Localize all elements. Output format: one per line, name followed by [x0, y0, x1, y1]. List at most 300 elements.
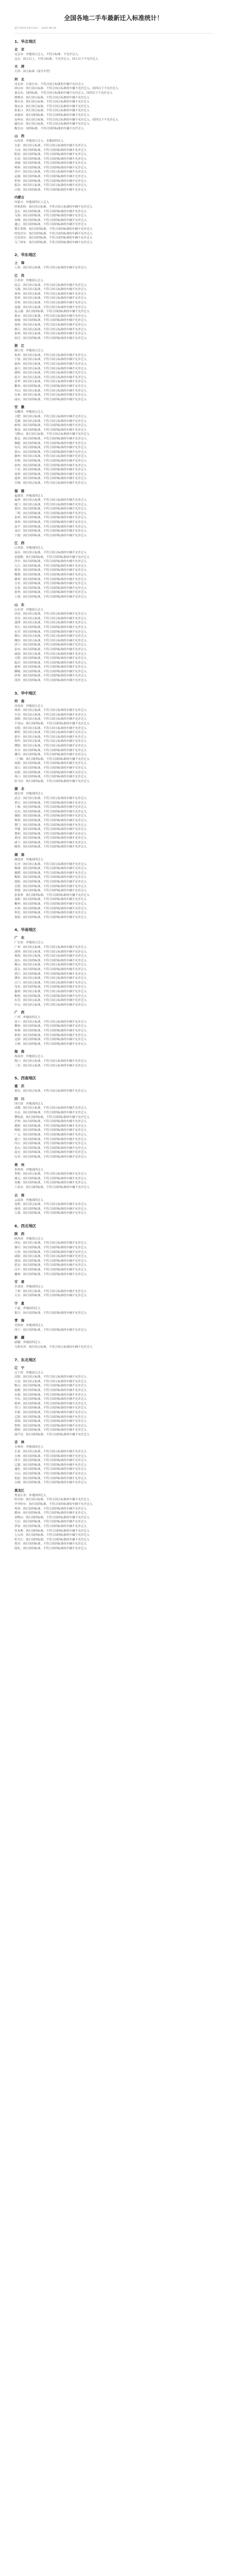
policy-line: 哈尔滨：执行国五标准，不符合国五标准的车辆不允许迁入: [14, 1498, 90, 1502]
region-heading: 广 西: [14, 1010, 25, 1015]
policy-line: 成都：执行国五标准，不符合国五标准的车辆不允许迁入: [14, 1107, 87, 1110]
policy-line: 荆州：执行国四标准，不符合国四标准的车辆不允许迁入: [14, 832, 87, 836]
policy-line: 长春：执行国五标准，不符合国五标准的车辆不允许迁入: [14, 1450, 87, 1454]
policy-line: 芜湖：执行国五标准，不符合国五标准的车辆不允许迁入: [14, 419, 87, 423]
region-heading: 陕 西: [14, 1231, 25, 1236]
policy-line: 曲靖：执行国四标准，不符合国四标准的车辆不允许迁入: [14, 1207, 87, 1211]
policy-line: 吕梁：执行国四标准，不符合国四标准的车辆不允许迁入: [14, 188, 87, 192]
section-gap: [14, 1350, 213, 1352]
policy-line: 青岛：执行国五标准，不符合国五标准的车辆不允许迁入: [14, 617, 87, 620]
policy-line: 白山：执行国四标准，不符合国四标准的车辆不允许迁入: [14, 1472, 87, 1476]
policy-line: 汉中：执行国四标准，不符合国四标准的车辆不允许迁入: [14, 1268, 87, 1272]
policy-line: 北京：国五以上，不符合标准，不允许迁入，国五以下不允许迁入: [14, 57, 99, 61]
policy-line: 平顶山：执行国四标准，不符合国四标准的车辆不允许迁入: [14, 722, 90, 726]
region-heading: 安 徽: [14, 405, 25, 410]
region-heading: 江 西: [14, 541, 25, 546]
policy-line: 甘肃省：外地国四迁入: [14, 1285, 43, 1289]
policy-line: 烟台：执行国五标准，不符合国五标准的车辆不允许迁入: [14, 635, 87, 638]
section-gap: [14, 683, 213, 685]
policy-line: 衢州：执行国四标准，不符合国四标准的车辆不允许迁入: [14, 385, 87, 388]
policy-line: 北京市：外地国五迁入，不符合标准。不允许迁入。: [14, 53, 81, 56]
policy-line: 荆门：执行国四标准，不符合国四标准的车辆不允许迁入: [14, 823, 87, 827]
policy-line: 聊城：执行国四标准，不符合国四标准的车辆不允许迁入: [14, 670, 87, 673]
policy-line: 延安：执行国四标准，不符合国四标准的车辆不允许迁入: [14, 1264, 87, 1267]
policy-line: 宿迁：执行国四标准，不符合国四标准的车辆不允许迁入: [14, 336, 87, 340]
policy-line: 太原：执行国五标准，不符合国五标准的车辆不允许迁入: [14, 144, 87, 147]
policy-line: 阜新：执行国四标准，不符合国四标准的车辆不允许迁入: [14, 1411, 87, 1414]
policy-line: 张家口：执行国五标准，不符合国五标准的车辆不允许迁入: [14, 109, 90, 113]
policy-line: 随州：执行国四标准，不符合国四标准的车辆不允许迁入: [14, 845, 87, 849]
policy-line: 合肥：执行国五标准，不符合国五标准的车辆不允许迁入: [14, 415, 87, 418]
policy-line: 佛山：执行国五标准，不符合国五标准的车辆不允许迁入: [14, 963, 87, 967]
policy-line: 岳阳：执行国四标准，不符合国四标准的车辆不允许迁入: [14, 885, 87, 888]
policy-line: 怀化：执行国四标准，不符合国四标准的车辆不允许迁入: [14, 911, 87, 915]
policy-line: 新疆：外地国四迁入: [14, 1341, 41, 1345]
policy-line: 云南省：外地国四迁入: [14, 1198, 43, 1202]
policy-line: 惠州：执行国五标准，不符合国五标准的车辆不允许迁入: [14, 990, 87, 993]
section-gap: [14, 245, 213, 247]
policy-line: 丽水：执行国四标准，不符合国四标准的车辆不允许迁入: [14, 398, 87, 401]
policy-line: 自贡：执行国四标准，不符合国四标准的车辆不允许迁入: [14, 1111, 87, 1114]
policy-line: 邵阳：执行国四标准，不符合国四标准的车辆不允许迁入: [14, 880, 87, 884]
region-heading: 湖 南: [14, 853, 25, 857]
policy-line: 包头：执行国四标准，不符合国四标准的车辆不允许迁入: [14, 210, 87, 213]
policy-line: 潍坊：执行国五标准，不符合国五标准的车辆不允许迁入: [14, 639, 87, 642]
policy-line: 长沙：执行国五标准，不符合国五标准的车辆不允许迁入: [14, 862, 87, 866]
policy-line: 齐齐哈尔：执行国四标准，不符合国四标准的车辆不允许迁入: [14, 1503, 93, 1506]
policy-line: 黄山：执行国四标准，不符合国四标准的车辆不允许迁入: [14, 450, 87, 454]
policy-line: 西宁：执行国四标准，不符合国四标准的车辆不允许迁入: [14, 1328, 87, 1332]
policy-line: 徐州：执行国五标准，不符合国五标准的车辆不允许迁入: [14, 292, 87, 296]
policy-line: 鹤壁：执行国五标准，不符合国五标准的车辆不允许迁入: [14, 731, 87, 735]
policy-line: 九江：执行国四标准，不符合国四标准的车辆不允许迁入: [14, 564, 87, 568]
policy-line: 宁夏：外地国四迁入: [14, 1307, 41, 1310]
region-heading: 北 京: [14, 47, 25, 52]
policy-line: 通化：执行国四标准，不符合国四标准的车辆不允许迁入: [14, 1468, 87, 1471]
policy-line: 六盘水：执行国四标准，不符合国四标准的车辆不允许迁入: [14, 1185, 90, 1189]
policy-line: 鄂尔多斯：执行国四标准，不符合国四标准的车辆不允许迁入: [14, 228, 93, 231]
policy-line: 镇江：执行国五标准，不符合国五标准的车辆不允许迁入: [14, 328, 87, 331]
policy-line: 沧州市：执行国五标准，不符合国五标准的车辆不允许迁入，国四以下不允许迁入: [14, 118, 119, 122]
policy-line: 苏州：执行国五标准，不符合国五标准的车辆不允许迁入: [14, 301, 87, 304]
policy-line: 淮安：执行国五标准，不符合国五标准的车辆不允许迁入: [14, 314, 87, 318]
policy-line: 银川：执行国四标准，不符合国四标准的车辆不允许迁入: [14, 1311, 87, 1315]
region-heading: 内蒙古: [14, 195, 25, 200]
region-heading: 山 东: [14, 602, 25, 607]
policy-line: 乌鲁木齐：执行国五标准，不符合国五标准的车辆不允许迁入: [14, 1345, 93, 1349]
policy-line: 宁德：执行国四标准，不符合国四标准的车辆不允许迁入: [14, 534, 87, 537]
policy-line: 佳木斯：执行国四标准，不符合国四标准的车辆不允许迁入: [14, 1529, 90, 1533]
policy-line: 南京：执行国五标准，不符合国五标准的车辆不允许迁入: [14, 283, 87, 287]
policy-line: 山东省：外地国五迁入: [14, 608, 43, 612]
policy-line: 盘锦：执行国四标准，不符合国四标准的车辆不允许迁入: [14, 1420, 87, 1423]
policy-line: 锦州：执行国四标准，不符合国四标准的车辆不允许迁入: [14, 1402, 87, 1405]
policy-line: 四平：执行国四标准，不符合国四标准的车辆不允许迁入: [14, 1459, 87, 1463]
policy-line: 梅州：执行国四标准，不符合国四标准的车辆不允许迁入: [14, 994, 87, 998]
policy-line: 天津：国五标准（部分车型）: [14, 70, 52, 74]
policy-line: 无锡：执行国五标准，不符合国五标准的车辆不允许迁入: [14, 288, 87, 292]
policy-line: 乌兰察布：执行国四标准，不符合国四标准的车辆不允许迁入: [14, 241, 93, 244]
policy-line: 玉林：执行国四标准，不符合国四标准的车辆不允许迁入: [14, 1042, 87, 1046]
policy-line: 宜宾：执行国四标准，不符合国四标准的车辆不允许迁入: [14, 1155, 87, 1159]
policy-line: 济宁：执行国四标准，不符合国四标准的车辆不允许迁入: [14, 643, 87, 647]
policy-line: 永州：执行国四标准，不符合国四标准的车辆不允许迁入: [14, 907, 87, 910]
region-heading: 山 西: [14, 134, 25, 139]
policy-line: 海口：执行国五标准，不符合国五标准的车辆不允许迁入: [14, 1060, 87, 1063]
region-heading: 湖 北: [14, 787, 25, 791]
section-gap: [14, 1551, 213, 1553]
policy-line: 舟山：执行国五标准，不符合国五标准的车辆不允许迁入: [14, 389, 87, 393]
policy-line: 鞍山：执行国四标准，不符合国四标准的车辆不允许迁入: [14, 1384, 87, 1388]
policy-line: 萍乡：执行国四标准，不符合国四标准的车辆不允许迁入: [14, 560, 87, 564]
policy-line: 福建省：外地国四迁入: [14, 494, 43, 498]
policy-line: 韶关：执行国四标准，不符合国四标准的车辆不允许迁入: [14, 968, 87, 971]
policy-line: 天水：执行国四标准，不符合国四标准的车辆不允许迁入: [14, 1294, 87, 1298]
policy-line: 邢台市：执行国五标准，不符合国五标准的车辆不允许迁入: [14, 100, 90, 104]
section-heading: 6、西北地区: [14, 1223, 37, 1228]
policy-line: 广元：执行国四标准，不符合国四标准的车辆不允许迁入: [14, 1133, 87, 1137]
policy-line: 长治：执行国四标准，不符合国四标准的车辆不允许迁入: [14, 157, 87, 161]
policy-line: 白城：执行国四标准，不符合国四标准的车辆不允许迁入: [14, 1481, 87, 1485]
region-heading: 河 北: [14, 77, 25, 81]
policy-line: 四川省：外地国四迁入: [14, 1102, 43, 1106]
policy-line: 东营：执行国四标准，不符合国四标准的车辆不允许迁入: [14, 630, 87, 634]
policy-line: 宁波：执行国五标准，不符合国五标准的车辆不允许迁入: [14, 358, 87, 362]
region-heading: 新 疆: [14, 1335, 25, 1340]
policy-line: 内江：执行国四标准，不符合国四标准的车辆不允许迁入: [14, 1142, 87, 1146]
section-heading: 5、西南地区: [14, 1076, 37, 1081]
policy-line: 济南：执行国五标准，不符合国五标准的车辆不允许迁入: [14, 613, 87, 616]
region-heading: 上 海: [14, 261, 25, 265]
policy-line: 重庆：执行国五标准，不符合国五标准的车辆不允许迁入: [14, 1090, 87, 1093]
policy-line: 福州：执行国五标准，不符合国五标准的车辆不允许迁入: [14, 499, 87, 502]
policy-line: 三明：执行国四标准，不符合国四标准的车辆不允许迁入: [14, 512, 87, 515]
section-gap: [14, 920, 213, 922]
policy-line: 茂名：执行国四标准，不符合国四标准的车辆不允许迁入: [14, 986, 87, 989]
region-heading: 贵 州: [14, 1162, 25, 1167]
policy-line: 七台河：执行国四标准，不符合国四标准的车辆不允许迁入: [14, 1534, 90, 1537]
policy-line: 盐城：执行国四标准，不符合国四标准的车辆不允许迁入: [14, 319, 87, 323]
policy-line: 廊坊市：执行国五标准，不符合国五标准的车辆不允许迁入: [14, 123, 90, 126]
policy-line: 德州：执行国四标准，不符合国四标准的车辆不允许迁入: [14, 666, 87, 669]
policy-line: 大庆：执行国四标准，不符合国四标准的车辆不允许迁入: [14, 1520, 87, 1524]
policy-line: 滨州：执行国四标准，不符合国四标准的车辆不允许迁入: [14, 674, 87, 678]
policy-line: 上海：执行国五标准，不符合国五标准的车辆不允许迁入: [14, 266, 87, 270]
policy-line: 营口：执行国四标准，不符合国四标准的车辆不允许迁入: [14, 1406, 87, 1410]
policy-line: 大同：执行国四标准，不符合国四标准的车辆不允许迁入: [14, 148, 87, 152]
policy-line: 常州：执行国五标准，不符合国五标准的车辆不允许迁入: [14, 297, 87, 300]
policy-line: 运城：执行国四标准，不符合国四标准的车辆不允许迁入: [14, 175, 87, 179]
policy-line: 辽宁省：外地国五迁入: [14, 1371, 43, 1375]
policy-line: 呼和浩特：执行国五标准，不符合国五标准的车辆不允许迁入: [14, 206, 93, 209]
policy-line: 青海省：外地国四迁入: [14, 1324, 43, 1328]
region-heading: 吉 林: [14, 1440, 25, 1445]
policy-line: 铜陵：执行国四标准，不符合国四标准的车辆不允许迁入: [14, 442, 87, 445]
policy-line: 鹤岗：执行国四标准，不符合国四标准的车辆不允许迁入: [14, 1512, 87, 1515]
policy-line: 湘潭：执行国四标准，不符合国四标准的车辆不允许迁入: [14, 871, 87, 875]
policy-line: 益阳：执行国四标准，不符合国四标准的车辆不允许迁入: [14, 898, 87, 902]
policy-line: 抚州：执行国四标准，不符合国四标准的车辆不允许迁入: [14, 591, 87, 595]
policy-line: 宿州：执行国四标准，不符合国四标准的车辆不允许迁入: [14, 464, 87, 467]
region-heading: 海 南: [14, 1049, 25, 1054]
region-heading: 宁 夏: [14, 1301, 25, 1306]
section-heading: 1、华北地区: [14, 39, 37, 44]
policy-line: 柳州：执行国四标准，不符合国四标准的车辆不允许迁入: [14, 1025, 87, 1028]
section-heading: 7、东北地区: [14, 1357, 37, 1362]
policy-line: 信阳：执行国四标准，不符合国四标准的车辆不允许迁入: [14, 771, 87, 774]
policy-line: 驻马店：执行国四标准，不符合国四标准的车辆不允许迁入: [14, 779, 90, 783]
policy-line: 安徽省：外地国五迁入: [14, 411, 43, 414]
policy-line: 咸阳：执行国五标准，不符合国五标准的车辆不允许迁入: [14, 1255, 87, 1259]
policy-line: 伊春：执行国四标准，不符合国四标准的车辆不允许迁入: [14, 1524, 87, 1528]
region-heading: 重 庆: [14, 1084, 25, 1089]
policy-line: 秦皇岛：国四标准，不符合国五标准的车辆不允许迁入，国四以下不允许迁入: [14, 91, 113, 95]
policy-line: 陕西省：外地国五迁入: [14, 1237, 43, 1241]
policy-line: 朔州：执行国四标准，不符合国四标准的车辆不允许迁入: [14, 166, 87, 170]
policy-line: 抚顺：执行国四标准，不符合国四标准的车辆不允许迁入: [14, 1388, 87, 1392]
policy-line: 朝阳：执行国四标准，不符合国四标准的车辆不允许迁入: [14, 1429, 87, 1432]
policy-line: 宜春：执行国四标准，不符合国四标准的车辆不允许迁入: [14, 586, 87, 590]
policy-line: 宝鸡：执行国四标准，不符合国四标准的车辆不允许迁入: [14, 1250, 87, 1254]
policy-line: 唐山市：执行国五标准，不符合国五标准的车辆不允许迁入，国四以下不允许迁入: [14, 87, 119, 91]
policy-line: 泰安：执行国四标准，不符合国四标准的车辆不允许迁入: [14, 648, 87, 651]
policy-line: 日照：执行国四标准，不符合国四标准的车辆不允许迁入: [14, 657, 87, 660]
policy-line: 巴彦淖尔：执行国四标准，不符合国四标准的车辆不允许迁入: [14, 236, 93, 240]
policy-line: 乐山：执行国四标准，不符合国四标准的车辆不允许迁入: [14, 1146, 87, 1150]
policy-line: 吉安：执行国四标准，不符合国四标准的车辆不允许迁入: [14, 582, 87, 586]
policy-line: 马鞍山：执行国五标准，不符合国五标准的车辆不允许迁入: [14, 433, 90, 436]
policy-line: 娄底：执行国四标准，不符合国四标准的车辆不允许迁入: [14, 916, 87, 919]
policy-line: 安阳：执行国五标准，不符合国五标准的车辆不允许迁入: [14, 726, 87, 730]
policy-line: 内蒙古：外地国四以上迁入: [14, 201, 50, 205]
policy-line: 临沂：执行国四标准，不符合国四标准的车辆不允许迁入: [14, 661, 87, 665]
policy-line: 晋中：执行国五标准，不符合国五标准的车辆不允许迁入: [14, 171, 87, 174]
policy-line: 南充：执行国四标准，不符合国四标准的车辆不允许迁入: [14, 1151, 87, 1155]
policy-line: 南平：执行国四标准，不符合国四标准的车辆不允许迁入: [14, 525, 87, 529]
policy-line: 泉州：执行国四标准，不符合国四标准的车辆不允许迁入: [14, 516, 87, 520]
policy-line: 海南省：外地国五迁入: [14, 1055, 43, 1059]
policy-line: 开封：执行国五标准，不符合国五标准的车辆不允许迁入: [14, 713, 87, 717]
section-gap: [14, 1216, 213, 1218]
policy-line: 厦门：执行国五标准，不符合国五标准的车辆不允许迁入: [14, 503, 87, 506]
policy-line: 牡丹江：执行国四标准，不符合国四标准的车辆不允许迁入: [14, 1538, 90, 1541]
policy-line: 黑龙江省：外地国四迁入: [14, 1494, 46, 1497]
policy-line: 南阳：执行国四标准，不符合国四标准的车辆不允许迁入: [14, 762, 87, 766]
policy-line: 绥化：执行国四标准，不符合国四标准的车辆不允许迁入: [14, 1547, 87, 1550]
policy-line: 湖州：执行国五标准，不符合国五标准的车辆不允许迁入: [14, 371, 87, 375]
policy-line: 上饶：执行国四标准，不符合国四标准的车辆不允许迁入: [14, 595, 87, 599]
policy-line: 湖北省：外地国四迁入: [14, 792, 43, 796]
policy-line: 沈阳：执行国五标准，不符合国五标准的车辆不允许迁入: [14, 1376, 87, 1379]
policy-line: 铜川：执行国四标准，不符合国四标准的车辆不允许迁入: [14, 1246, 87, 1250]
region-heading: 天 津: [14, 64, 25, 69]
policy-line: 忻州：执行国四标准，不符合国四标准的车辆不允许迁入: [14, 179, 87, 183]
region-heading: 四 川: [14, 1096, 25, 1101]
policy-line: 呼伦贝尔：执行国四标准，不符合国四标准的车辆不允许迁入: [14, 232, 93, 235]
policy-line: 鹰潭：执行国四标准，不符合国四标准的车辆不允许迁入: [14, 573, 87, 577]
section-gap: [14, 1068, 213, 1070]
policy-line: 淄博：执行国五标准，不符合国五标准的车辆不允许迁入: [14, 621, 87, 625]
policy-line: 淮北：执行国四标准，不符合国四标准的车辆不允许迁入: [14, 437, 87, 440]
policy-line: 商丘：执行国四标准，不符合国四标准的车辆不允许迁入: [14, 766, 87, 770]
policy-line: 玉溪：执行国四标准，不符合国四标准的车辆不允许迁入: [14, 1212, 87, 1215]
policy-line: 武汉：执行国五标准，不符合国五标准的车辆不允许迁入: [14, 796, 87, 800]
policy-line: 松原：执行国四标准，不符合国四标准的车辆不允许迁入: [14, 1477, 87, 1480]
policy-line: 景德镇：执行国四标准，不符合国四标准的车辆不允许迁入: [14, 555, 90, 559]
policy-line: 渭南：执行国四标准，不符合国四标准的车辆不允许迁入: [14, 1259, 87, 1263]
policy-line: 西安：执行国五标准，不符合国五标准的车辆不允许迁入: [14, 1242, 87, 1245]
policy-line: 丹东：执行国四标准，不符合国四标准的车辆不允许迁入: [14, 1398, 87, 1401]
policy-line: 连云港：执行国四标准，不符合国四标准的车辆不允许迁入: [14, 310, 90, 314]
policy-line: 黄石：执行国四标准，不符合国四标准的车辆不允许迁入: [14, 801, 87, 805]
policy-line: 汕头：执行国四标准，不符合国四标准的车辆不允许迁入: [14, 959, 87, 962]
policy-line: 鸡西：执行国四标准，不符合国四标准的车辆不允许迁入: [14, 1507, 87, 1511]
policy-line: 辽源：执行国四标准，不符合国四标准的车辆不允许迁入: [14, 1463, 87, 1467]
region-heading: 辽 宁: [14, 1365, 25, 1370]
policy-line: 泰州：执行国五标准，不符合国五标准的车辆不允许迁入: [14, 332, 87, 336]
region-heading: 河 南: [14, 699, 25, 703]
policy-line: 江门：执行国五标准，不符合国五标准的车辆不允许迁入: [14, 981, 87, 985]
policy-line: 襄阳：执行国四标准，不符合国四标准的车辆不允许迁入: [14, 815, 87, 818]
policy-line: 保定市：执行国五标准，不符合国五标准的车辆不允许迁入: [14, 105, 90, 108]
policy-line: 本溪：执行国四标准，不符合国四标准的车辆不允许迁入: [14, 1393, 87, 1397]
policy-line: 宜昌：执行国四标准，不符合国四标准的车辆不允许迁入: [14, 810, 87, 814]
region-heading: 甘 肃: [14, 1280, 25, 1284]
region-heading: 福 建: [14, 488, 25, 493]
article-title: 全国各地二手车最新迁入标准统计！: [63, 14, 163, 22]
policy-line: 洛阳：执行国五标准，不符合国五标准的车辆不允许迁入: [14, 718, 87, 721]
section-heading: 2、华东地区: [14, 252, 37, 258]
policy-line: 浙江省：外地国五迁入: [14, 349, 43, 353]
policy-line: 咸宁：执行国四标准，不符合国四标准的车辆不允许迁入: [14, 841, 87, 844]
policy-line: 临汾：执行国五标准，不符合国五标准的车辆不允许迁入: [14, 184, 87, 188]
policy-line: 赣州：执行国四标准，不符合国四标准的车辆不允许迁入: [14, 578, 87, 581]
policy-line: 南宁：执行国五标准，不符合国五标准的车辆不允许迁入: [14, 1020, 87, 1024]
region-heading: 云 南: [14, 1193, 25, 1197]
policy-line: 六安：执行国四标准，不符合国四标准的车辆不允许迁入: [14, 468, 87, 472]
policy-line: 遂宁：执行国四标准，不符合国四标准的车辆不允许迁入: [14, 1138, 87, 1141]
policy-line: 莆田：执行国四标准，不符合国四标准的车辆不允许迁入: [14, 507, 87, 511]
policy-line: 龙岩：执行国四标准，不符合国四标准的车辆不允许迁入: [14, 530, 87, 533]
policy-line: 泸州：执行国四标准，不符合国四标准的车辆不允许迁入: [14, 1120, 87, 1124]
policy-line: 漯河：执行国四标准，不符合国四标准的车辆不允许迁入: [14, 753, 87, 757]
policy-line: 新乡：执行国五标准，不符合国五标准的车辆不允许迁入: [14, 735, 87, 739]
policy-line: 焦作：执行国五标准，不符合国五标准的车辆不允许迁入: [14, 740, 87, 743]
region-heading: 青 海: [14, 1318, 25, 1323]
policy-line: 金华：执行国五标准，不符合国五标准的车辆不允许迁入: [14, 380, 87, 384]
policy-line: 辽阳：执行国四标准，不符合国四标准的车辆不允许迁入: [14, 1415, 87, 1419]
policy-line: 江西省：外地国四迁入: [14, 547, 43, 550]
policy-line: 蚌埠：执行国四标准，不符合国四标准的车辆不允许迁入: [14, 424, 87, 428]
policy-line: 北海：执行国四标准，不符合国四标准的车辆不允许迁入: [14, 1038, 87, 1042]
policy-line: 承德市：执行国四标准，不符合国四标准的车辆不允许迁入: [14, 113, 90, 117]
policy-line: 贵州省：外地国四迁入: [14, 1168, 43, 1172]
policy-line: 珠海：执行国五标准，不符合国五标准的车辆不允许迁入: [14, 955, 87, 958]
policy-line: 广州：执行国五标准，不符合国五标准的车辆不允许迁入: [14, 945, 87, 949]
policy-line: 杭州：执行国五标准，不符合国五标准的车辆不允许迁入: [14, 353, 87, 357]
policy-line: 大连：执行国五标准，不符合国五标准的车辆不允许迁入: [14, 1380, 87, 1383]
policy-line: 桂林：执行国四标准，不符合国四标准的车辆不允许迁入: [14, 1029, 87, 1033]
policy-line: 德阳：执行国四标准，不符合国四标准的车辆不允许迁入: [14, 1124, 87, 1128]
policy-line: 亳州：执行国四标准，不符合国四标准的车辆不允许迁入: [14, 472, 87, 476]
policy-line: 攀枝花：执行国四标准，不符合国四标准的车辆不允许迁入: [14, 1115, 90, 1119]
policy-line: 赤峰：执行国四标准，不符合国四标准的车辆不允许迁入: [14, 218, 87, 222]
policy-line: 威海：执行国五标准，不符合国五标准的车辆不允许迁入: [14, 652, 87, 656]
policy-line: 江苏省：外地国五迁入: [14, 279, 43, 282]
policy-line: 黄冈：执行国四标准，不符合国四标准的车辆不允许迁入: [14, 837, 87, 840]
policy-line: 安庆：执行国四标准，不符合国四标准的车辆不允许迁入: [14, 446, 87, 450]
policy-line: 新余：执行国四标准，不符合国四标准的车辆不允许迁入: [14, 569, 87, 572]
policy-line: 通辽：执行国四标准，不符合国四标准的车辆不允许迁入: [14, 223, 87, 227]
policy-line: 铁岭：执行国四标准，不符合国四标准的车辆不允许迁入: [14, 1424, 87, 1428]
policy-line: 衡阳：执行国四标准，不符合国四标准的车辆不允许迁入: [14, 876, 87, 879]
policy-line: 邯郸市：执行国五标准，不符合国五标准的车辆不允许迁入: [14, 96, 90, 99]
policy-line: 枣庄：执行国四标准，不符合国四标准的车辆不允许迁入: [14, 625, 87, 629]
policy-line: 温州：执行国五标准，不符合国五标准的车辆不允许迁入: [14, 363, 87, 366]
policy-line: 三门峡：执行国四标准，不符合国四标准的车辆不允许迁入: [14, 757, 90, 761]
policy-line: 榆林：执行国四标准，不符合国四标准的车辆不允许迁入: [14, 1273, 87, 1276]
policy-line: 昆明：执行国五标准，不符合国五标准的车辆不允许迁入: [14, 1203, 87, 1207]
policy-line: 东莞：执行国五标准，不符合国五标准的车辆不允许迁入: [14, 999, 87, 1003]
policy-line: 黑河：执行国四标准，不符合国四标准的车辆不允许迁入: [14, 1543, 87, 1546]
policy-line: 湛江：执行国四标准，不符合国四标准的车辆不允许迁入: [14, 972, 87, 976]
policy-line: 嘉兴：执行国五标准，不符合国五标准的车辆不允许迁入: [14, 367, 87, 370]
article-meta: 截至2020年8月26日 · 2020-08-26: [14, 27, 57, 30]
policy-line: 常德：执行国四标准，不符合国四标准的车辆不允许迁入: [14, 889, 87, 893]
policy-line: 濮阳：执行国五标准，不符合国五标准的车辆不允许迁入: [14, 744, 87, 748]
policy-line: 山西省：外地国五迁入，本地国四迁入: [14, 140, 64, 143]
policy-line: 张家界：执行国四标准，不符合国四标准的车辆不允许迁入: [14, 893, 90, 897]
article-body: [14, 39, 213, 1553]
policy-line: 广东省：外地国五迁入: [14, 941, 43, 945]
policy-line: 河北省：石家庄市、不符合国五标准的车辆不允许迁入: [14, 82, 84, 86]
policy-line: 宣城：执行国五标准，不符合国五标准的车辆不允许迁入: [14, 481, 87, 485]
policy-line: 阜阳：执行国四标准，不符合国四标准的车辆不允许迁入: [14, 459, 87, 463]
policy-line: 郴州：执行国四标准，不符合国四标准的车辆不允许迁入: [14, 903, 87, 906]
policy-line: 河南省：外地国五迁入: [14, 704, 43, 708]
policy-line: 池州：执行国四标准，不符合国四标准的车辆不允许迁入: [14, 477, 87, 481]
policy-line: 吉林省：外地国四迁入: [14, 1446, 43, 1449]
policy-line: 广西：外地国四迁入: [14, 1016, 41, 1020]
policy-line: 鄂州：执行国四标准，不符合国四标准的车辆不允许迁入: [14, 819, 87, 822]
policy-line: 梧州：执行国四标准，不符合国四标准的车辆不允许迁入: [14, 1033, 87, 1037]
region-heading: 黑龙江: [14, 1488, 25, 1493]
policy-line: 吉林：执行国四标准，不符合国四标准的车辆不允许迁入: [14, 1454, 87, 1458]
policy-line: 淮南：执行国四标准，不符合国四标准的车辆不允许迁入: [14, 428, 87, 432]
policy-line: 十堰：执行国四标准，不符合国四标准的车辆不允许迁入: [14, 806, 87, 809]
policy-line: 孝感：执行国四标准，不符合国四标准的车辆不允许迁入: [14, 828, 87, 832]
policy-line: 周口：执行国四标准，不符合国四标准的车辆不允许迁入: [14, 775, 87, 779]
region-heading: 广 东: [14, 936, 25, 940]
policy-line: 许昌：执行国四标准，不符合国四标准的车辆不允许迁入: [14, 749, 87, 752]
policy-line: 绍兴：执行国五标准，不符合国五标准的车辆不允许迁入: [14, 376, 87, 379]
policy-line: 郑州：执行国五标准，不符合国五标准的车辆不允许迁入: [14, 709, 87, 713]
policy-line: 扬州：执行国五标准，不符合国五标准的车辆不允许迁入: [14, 323, 87, 327]
policy-line: 株洲：执行国四标准，不符合国四标准的车辆不允许迁入: [14, 867, 87, 871]
policy-line: 晋城：执行国四标准，不符合国四标准的车辆不允许迁入: [14, 162, 87, 165]
policy-line: 深圳：执行国五标准，不符合国五标准的车辆不允许迁入: [14, 950, 87, 954]
policy-line: 滁州：执行国五标准，不符合国五标准的车辆不允许迁入: [14, 455, 87, 459]
policy-line: 衡水市：国四标准，不符合国四标准的车辆不允许迁入: [14, 127, 84, 130]
section-heading: 3、华中地区: [14, 690, 37, 696]
region-heading: 江 苏: [14, 273, 25, 278]
policy-line: 贵阳：执行国五标准，不符合国五标准的车辆不允许迁入: [14, 1173, 87, 1176]
policy-line: 阳泉：执行国四标准，不符合国四标准的车辆不允许迁入: [14, 153, 87, 157]
region-heading: 浙 江: [14, 344, 25, 348]
policy-line: 绵阳：执行国四标准，不符合国四标准的车辆不允许迁入: [14, 1129, 87, 1132]
policy-line: 中山：执行国五标准，不符合国五标准的车辆不允许迁入: [14, 1003, 87, 1007]
policy-line: 三亚：执行国五标准，不符合国五标准的车辆不允许迁入: [14, 1064, 87, 1067]
